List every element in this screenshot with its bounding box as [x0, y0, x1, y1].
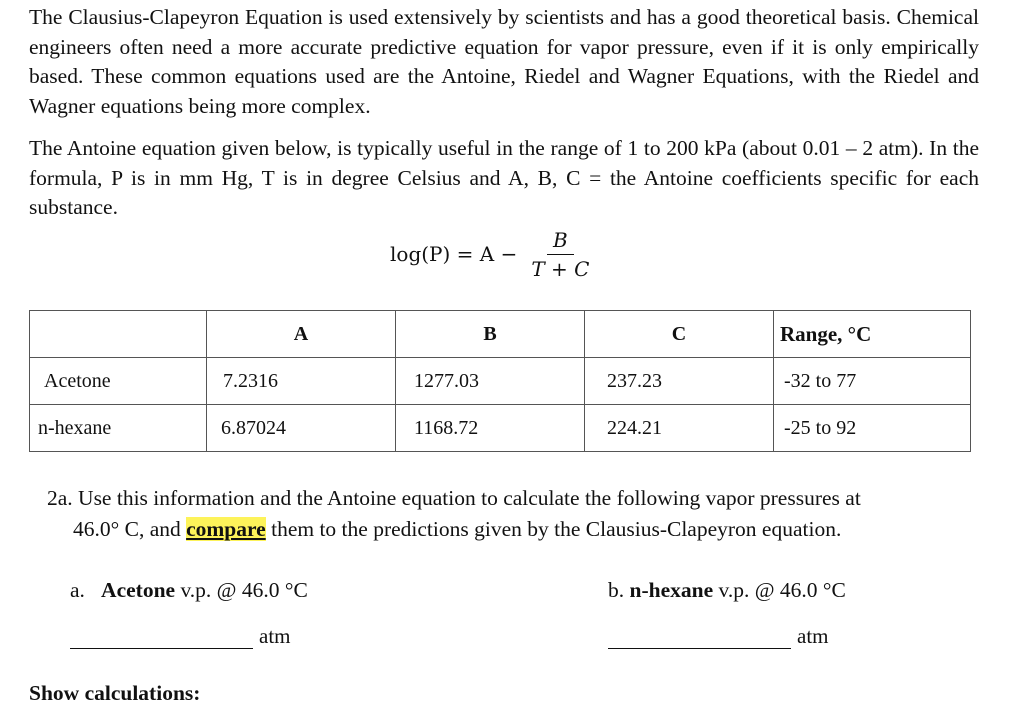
table-header-cell: C	[585, 311, 774, 358]
answer-a-unit: atm	[259, 624, 291, 648]
antoine-equation	[390, 222, 595, 286]
intro-paragraph-1: The Clausius-Clapeyron Equation is used extensively by scientists and has a good theoretical basis. Chemical engineers often need a more accurate predictive equation for vapor pressure, even if it is only empirically based. These common equations used are the Antoine, Riedel and Wagner Equations, with the Riedel and Wagner equations being more complex.	[29, 5, 979, 118]
table-cell: n-hexane	[30, 405, 207, 452]
table-header-cell: Range, °C	[774, 311, 971, 358]
answer-b-unit: atm	[797, 624, 829, 648]
question-2a	[47, 483, 977, 545]
question-line-1: 2a. Use this information and the Antoine equation to calculate the following vapor pressures at	[47, 486, 861, 510]
question-line-2-end: them to the predictions given by the Clausius-Clapeyron equation.	[265, 517, 842, 541]
table-cell: 1277.03	[396, 358, 585, 405]
intro-paragraph-2: The Antoine equation given below, is typically useful in the range of 1 to 200 kPa (about 0.01 – 2 atm). In the formula, P is in mm Hg, T is in degree Celsius and A, B, C = the Antoine coefficients specific for each substance.	[29, 136, 979, 219]
highlighted-compare: compare	[186, 517, 266, 541]
table-row	[30, 405, 971, 452]
subquestion-a-text: v.p. @ 46.0 °C	[175, 578, 308, 602]
table-header-cell: A	[207, 311, 396, 358]
table-cell: -32 to 77	[774, 358, 971, 405]
table-cell: Acetone	[30, 358, 207, 405]
answer-a	[70, 622, 291, 649]
table-cell: 224.21	[585, 405, 774, 452]
subquestion-b-substance: n-hexane	[629, 578, 714, 602]
table-cell: 6.87024	[207, 405, 396, 452]
question-line-2-start: 46.0° C, and	[73, 517, 187, 541]
answer-b-blank[interactable]	[608, 622, 791, 649]
table-header-cell: B	[396, 311, 585, 358]
equation-denominator: T + C	[531, 256, 590, 281]
table-cell: -25 to 92	[774, 405, 971, 452]
equation-fraction	[525, 228, 595, 281]
question-line-2	[47, 514, 977, 545]
subquestion-a	[70, 578, 308, 603]
answer-b	[608, 622, 829, 649]
table-cell: 237.23	[585, 358, 774, 405]
subquestion-b	[608, 578, 846, 603]
answer-a-blank[interactable]	[70, 622, 253, 649]
table-header-cell	[30, 311, 207, 358]
subquestion-a-prefix: a.	[70, 578, 85, 602]
equation-lhs: log(P) = A −	[390, 242, 518, 266]
antoine-coefficients-table	[29, 310, 971, 452]
subquestion-a-substance: Acetone	[101, 578, 176, 602]
table-row	[30, 358, 971, 405]
table-header-row	[30, 311, 971, 358]
show-calculations-label: Show calculations:	[29, 681, 201, 705]
subquestion-b-text: v.p. @ 46.0 °C	[713, 578, 846, 602]
subquestion-b-prefix: b.	[608, 578, 625, 602]
table-cell: 1168.72	[396, 405, 585, 452]
table-cell: 7.2316	[207, 358, 396, 405]
equation-numerator: B	[547, 228, 574, 255]
